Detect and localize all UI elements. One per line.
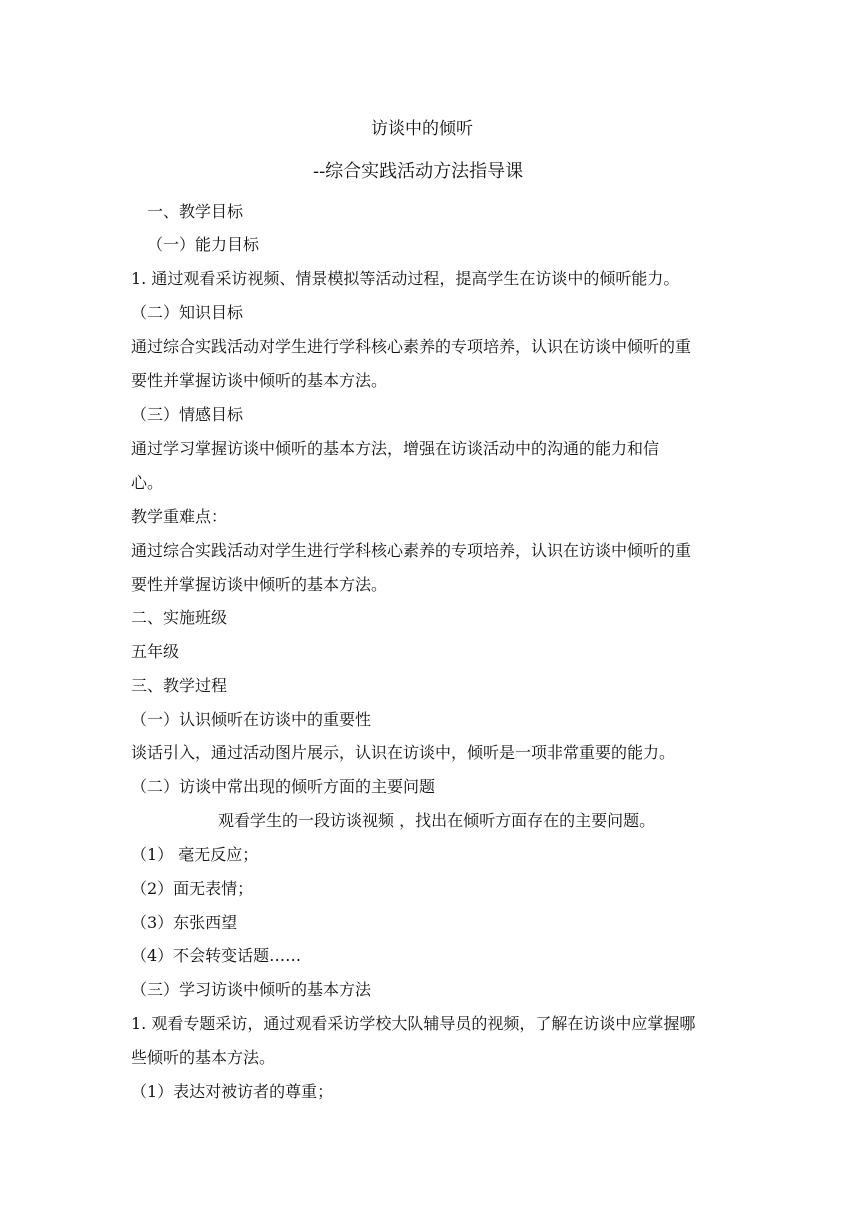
document-subtitle: --综合实践活动方法指导课 [313,161,524,182]
subsection-heading: （一）认识倾听在访谈中的重要性 [131,710,372,729]
paragraph-line: 心。 [131,473,164,492]
document-title: 访谈中的倾听 [371,119,473,139]
paragraph-line: 通过学习掌握访谈中倾听的基本方法，增强在访谈活动中的沟通的能力和信 [131,439,660,458]
list-item: （4）不会转变话题…… [131,946,302,965]
list-item: （2）面无表情； [131,879,254,898]
subsection-heading: （一）能力目标 [147,235,260,254]
paragraph-line: 通过综合实践活动对学生进行学科核心素养的专项培养，认识在访谈中倾听的重 [131,541,692,560]
paragraph-line: 五年级 [131,642,180,661]
list-item: （1） 毫无反应； [131,845,259,864]
section-heading: 三、教学过程 [131,676,228,695]
paragraph-line: 1. 通过观看采访视频、情景模拟等活动过程，提高学生在访谈中的倾听能力。 [131,269,680,288]
subsection-heading: （三）情感目标 [131,405,244,424]
subsection-heading: （三）学习访谈中倾听的基本方法 [131,980,372,999]
subsection-heading: 教学重难点： [131,507,228,526]
paragraph-line: 些倾听的基本方法。 [131,1048,276,1067]
list-item: （3）东张西望 [131,913,238,932]
paragraph-line: 通过综合实践活动对学生进行学科核心素养的专项培养，认识在访谈中倾听的重 [131,337,692,356]
subsection-heading: （二）知识目标 [131,303,244,322]
paragraph-line: 观看学生的一段访谈视频 ，找出在倾听方面存在的主要问题。 [218,811,656,830]
list-item: （1）表达对被访者的尊重； [131,1082,334,1101]
subsection-heading: （二）访谈中常出现的倾听方面的主要问题 [131,777,436,796]
paragraph-line: 1. 观看专题采访，通过观看采访学校大队辅导员的视频，了解在访谈中应掌握哪 [131,1014,696,1033]
paragraph-line: 要性并掌握访谈中倾听的基本方法。 [131,575,388,594]
paragraph-line: 要性并掌握访谈中倾听的基本方法。 [131,371,388,390]
section-heading: 二、实施班级 [131,608,228,627]
section-heading: 一、教学目标 [147,202,244,221]
paragraph-line: 谈话引入，通过活动图片展示，认识在访谈中，倾听是一项非常重要的能力。 [131,743,676,762]
